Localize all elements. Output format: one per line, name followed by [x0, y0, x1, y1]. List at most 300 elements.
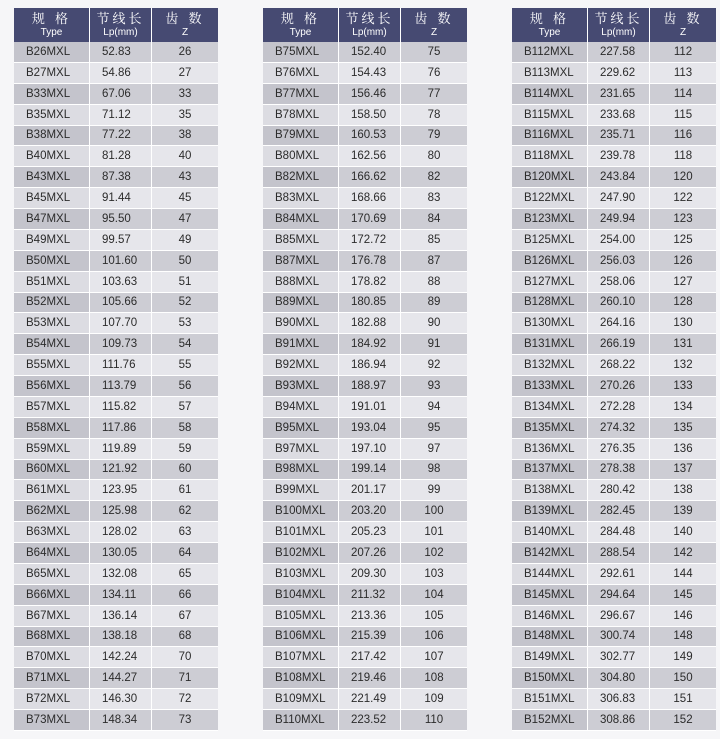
table-row	[512, 63, 716, 84]
z-cell: 70	[178, 651, 192, 664]
table-row	[263, 42, 467, 63]
z-cell: 62	[178, 505, 192, 518]
lp-cell: 294.64	[588, 585, 650, 605]
type-cell: B64MXL	[14, 543, 90, 563]
type-cell: B114MXL	[512, 84, 588, 104]
type-cell: B115MXL	[512, 105, 588, 125]
z-cell: 80	[427, 150, 441, 163]
type-cell: B109MXL	[263, 689, 339, 709]
type-cell: B127MXL	[512, 272, 588, 292]
header-lp: 节线长 Lp(mm)	[339, 8, 401, 42]
z-cell: 51	[178, 275, 192, 288]
type-cell: B135MXL	[512, 418, 588, 438]
lp-cell: 52.83	[90, 42, 152, 62]
header-z: 齿 数 Z	[165, 11, 205, 38]
z-cell: 140	[673, 526, 693, 539]
type-cell: B91MXL	[263, 334, 339, 354]
lp-cell: 288.54	[588, 543, 650, 563]
type-cell: B43MXL	[14, 167, 90, 187]
type-cell: B40MXL	[14, 146, 90, 166]
table-row	[512, 334, 716, 355]
type-cell: B107MXL	[263, 647, 339, 667]
type-cell: B116MXL	[512, 126, 588, 146]
table-row	[512, 647, 716, 668]
table-row	[512, 126, 716, 147]
lp-cell: 117.86	[90, 418, 152, 438]
table-row	[14, 334, 218, 355]
z-cell: 63	[178, 526, 192, 539]
type-cell: B67MXL	[14, 606, 90, 626]
table-row	[14, 209, 218, 230]
z-cell: 65	[178, 567, 192, 580]
lp-cell: 243.84	[588, 167, 650, 187]
lp-cell: 109.73	[90, 334, 152, 354]
type-cell: B58MXL	[14, 418, 90, 438]
lp-cell: 77.22	[90, 126, 152, 146]
z-cell: 57	[178, 400, 192, 413]
z-cell: 79	[427, 129, 441, 142]
table-row	[263, 480, 467, 501]
z-cell: 110	[424, 713, 444, 726]
z-cell: 138	[673, 484, 693, 497]
table-row	[263, 710, 467, 731]
table-row	[14, 522, 218, 543]
z-cell: 151	[673, 693, 693, 706]
z-cell: 88	[427, 275, 441, 288]
table-row	[512, 293, 716, 314]
type-cell: B61MXL	[14, 480, 90, 500]
header-lp: 节线长 Lp(mm)	[90, 8, 152, 42]
type-cell: B52MXL	[14, 293, 90, 313]
z-cell: 145	[673, 588, 693, 601]
z-cell: 115	[673, 108, 693, 121]
type-cell: B38MXL	[14, 126, 90, 146]
z-cell: 152	[673, 713, 693, 726]
lp-cell: 266.19	[588, 334, 650, 354]
type-cell: B151MXL	[512, 689, 588, 709]
table-row	[14, 397, 218, 418]
type-cell: B150MXL	[512, 668, 588, 688]
z-cell: 98	[427, 463, 441, 476]
table-row	[512, 251, 716, 272]
lp-cell: 304.80	[588, 668, 650, 688]
type-cell: B103MXL	[263, 564, 339, 584]
lp-cell: 186.94	[339, 355, 401, 375]
type-cell: B138MXL	[512, 480, 588, 500]
z-cell: 72	[178, 693, 192, 706]
spec-table-3	[512, 8, 716, 731]
type-cell: B139MXL	[512, 501, 588, 521]
table-row	[512, 480, 716, 501]
z-cell: 122	[673, 192, 693, 205]
lp-cell: 130.05	[90, 543, 152, 563]
lp-cell: 154.43	[339, 63, 401, 83]
table-row	[512, 689, 716, 710]
type-cell: B83MXL	[263, 188, 339, 208]
z-cell: 85	[427, 233, 441, 246]
table-row	[263, 105, 467, 126]
lp-cell: 229.62	[588, 63, 650, 83]
type-cell: B66MXL	[14, 585, 90, 605]
lp-cell: 180.85	[339, 293, 401, 313]
table-body	[263, 42, 467, 731]
z-cell: 137	[673, 463, 693, 476]
z-cell: 123	[673, 212, 693, 225]
z-cell: 108	[424, 672, 444, 685]
type-cell: B136MXL	[512, 439, 588, 459]
table-row	[263, 376, 467, 397]
z-cell: 107	[424, 651, 444, 664]
type-cell: B105MXL	[263, 606, 339, 626]
type-cell: B89MXL	[263, 293, 339, 313]
lp-cell: 205.23	[339, 522, 401, 542]
type-cell: B85MXL	[263, 230, 339, 250]
lp-cell: 278.38	[588, 460, 650, 480]
z-cell: 91	[427, 338, 441, 351]
z-cell: 78	[427, 108, 441, 121]
table-row	[263, 167, 467, 188]
lp-cell: 193.04	[339, 418, 401, 438]
lp-cell: 217.42	[339, 647, 401, 667]
lp-cell: 231.65	[588, 84, 650, 104]
z-cell: 40	[178, 150, 192, 163]
z-cell: 105	[424, 609, 444, 622]
lp-cell: 144.27	[90, 668, 152, 688]
table-row	[512, 627, 716, 648]
lp-cell: 213.36	[339, 606, 401, 626]
type-cell: B144MXL	[512, 564, 588, 584]
type-cell: B97MXL	[263, 439, 339, 459]
table-row	[14, 126, 218, 147]
header-type: 规 格 Type	[512, 8, 588, 42]
type-cell: B82MXL	[263, 167, 339, 187]
z-cell: 142	[673, 546, 693, 559]
type-cell: B120MXL	[512, 167, 588, 187]
z-cell: 56	[178, 379, 192, 392]
lp-cell: 71.12	[90, 105, 152, 125]
type-cell: B140MXL	[512, 522, 588, 542]
table-row	[14, 627, 218, 648]
type-cell: B132MXL	[512, 355, 588, 375]
z-cell: 84	[427, 212, 441, 225]
lp-cell: 123.95	[90, 480, 152, 500]
table-row	[14, 668, 218, 689]
table-row	[512, 42, 716, 63]
z-cell: 59	[178, 442, 192, 455]
table-row	[14, 418, 218, 439]
table-row	[263, 251, 467, 272]
type-cell: B72MXL	[14, 689, 90, 709]
type-cell: B98MXL	[263, 460, 339, 480]
table-row	[512, 564, 716, 585]
type-cell: B131MXL	[512, 334, 588, 354]
type-cell: B146MXL	[512, 606, 588, 626]
type-cell: B27MXL	[14, 63, 90, 83]
type-cell: B55MXL	[14, 355, 90, 375]
lp-cell: 111.76	[90, 355, 152, 375]
z-cell: 103	[424, 567, 444, 580]
spec-table-1	[14, 8, 218, 731]
z-cell: 43	[178, 171, 192, 184]
type-cell: B101MXL	[263, 522, 339, 542]
table-row	[14, 355, 218, 376]
z-cell: 112	[673, 45, 693, 58]
z-cell: 73	[178, 713, 192, 726]
z-cell: 135	[673, 421, 693, 434]
table-row	[14, 606, 218, 627]
type-cell: B57MXL	[14, 397, 90, 417]
header-z: 齿 数 Z	[414, 11, 454, 38]
table-row	[14, 689, 218, 710]
type-cell: B59MXL	[14, 439, 90, 459]
table-row	[263, 418, 467, 439]
z-cell: 58	[178, 421, 192, 434]
lp-cell: 221.49	[339, 689, 401, 709]
lp-cell: 184.92	[339, 334, 401, 354]
lp-cell: 105.66	[90, 293, 152, 313]
table-row	[263, 668, 467, 689]
type-cell: B122MXL	[512, 188, 588, 208]
table-row	[14, 63, 218, 84]
type-cell: B79MXL	[263, 126, 339, 146]
table-row	[14, 585, 218, 606]
table-row	[263, 334, 467, 355]
type-cell: B125MXL	[512, 230, 588, 250]
header-type: 规 格 Type	[14, 8, 90, 42]
lp-cell: 308.86	[588, 710, 650, 730]
lp-cell: 284.48	[588, 522, 650, 542]
lp-cell: 99.57	[90, 230, 152, 250]
lp-cell: 188.97	[339, 376, 401, 396]
table-row	[512, 460, 716, 481]
table-row	[263, 397, 467, 418]
spec-table-2	[263, 8, 467, 731]
z-cell: 134	[673, 400, 693, 413]
z-cell: 144	[673, 567, 693, 580]
type-cell: B26MXL	[14, 42, 90, 62]
table-row	[512, 543, 716, 564]
lp-cell: 300.74	[588, 627, 650, 647]
table-row	[263, 146, 467, 167]
table-row	[263, 522, 467, 543]
z-cell: 90	[427, 317, 441, 330]
table-row	[14, 501, 218, 522]
z-cell: 94	[427, 400, 441, 413]
z-cell: 132	[673, 359, 693, 372]
type-cell: B84MXL	[263, 209, 339, 229]
table-row	[512, 585, 716, 606]
z-cell: 97	[427, 442, 441, 455]
table-row	[14, 313, 218, 334]
lp-cell: 219.46	[339, 668, 401, 688]
z-cell: 114	[673, 87, 693, 100]
lp-cell: 134.11	[90, 585, 152, 605]
lp-cell: 264.16	[588, 313, 650, 333]
type-cell: B130MXL	[512, 313, 588, 333]
table-row	[263, 564, 467, 585]
type-cell: B49MXL	[14, 230, 90, 250]
table-row	[263, 230, 467, 251]
z-cell: 139	[673, 505, 693, 518]
lp-cell: 121.92	[90, 460, 152, 480]
z-cell: 52	[178, 296, 192, 309]
type-cell: B73MXL	[14, 710, 90, 730]
table-row	[512, 397, 716, 418]
z-cell: 150	[673, 672, 693, 685]
lp-cell: 280.42	[588, 480, 650, 500]
table-header	[263, 8, 467, 42]
lp-cell: 158.50	[339, 105, 401, 125]
type-cell: B90MXL	[263, 313, 339, 333]
table-row	[263, 188, 467, 209]
type-cell: B137MXL	[512, 460, 588, 480]
table-row	[14, 251, 218, 272]
z-cell: 50	[178, 254, 192, 267]
z-cell: 35	[178, 108, 192, 121]
z-cell: 102	[424, 546, 444, 559]
table-header	[14, 8, 218, 42]
lp-cell: 233.68	[588, 105, 650, 125]
lp-cell: 125.98	[90, 501, 152, 521]
lp-cell: 103.63	[90, 272, 152, 292]
type-cell: B80MXL	[263, 146, 339, 166]
z-cell: 131	[673, 338, 693, 351]
lp-cell: 197.10	[339, 439, 401, 459]
table-row	[512, 272, 716, 293]
z-cell: 89	[427, 296, 441, 309]
lp-cell: 67.06	[90, 84, 152, 104]
z-cell: 61	[178, 484, 192, 497]
lp-cell: 156.46	[339, 84, 401, 104]
lp-cell: 274.32	[588, 418, 650, 438]
table-row	[14, 564, 218, 585]
lp-cell: 207.26	[339, 543, 401, 563]
table-row	[263, 272, 467, 293]
lp-cell: 215.39	[339, 627, 401, 647]
table-row	[263, 293, 467, 314]
table-row	[14, 439, 218, 460]
lp-cell: 113.79	[90, 376, 152, 396]
lp-cell: 211.32	[339, 585, 401, 605]
type-cell: B104MXL	[263, 585, 339, 605]
table-row	[14, 460, 218, 481]
lp-cell: 132.08	[90, 564, 152, 584]
z-cell: 126	[673, 254, 693, 267]
lp-cell: 302.77	[588, 647, 650, 667]
table-row	[263, 355, 467, 376]
z-cell: 47	[178, 212, 192, 225]
type-cell: B60MXL	[14, 460, 90, 480]
z-cell: 53	[178, 317, 192, 330]
lp-cell: 276.35	[588, 439, 650, 459]
type-cell: B35MXL	[14, 105, 90, 125]
z-cell: 113	[673, 66, 693, 79]
type-cell: B68MXL	[14, 627, 90, 647]
header-type: 规 格 Type	[263, 8, 339, 42]
table-row	[512, 501, 716, 522]
z-cell: 67	[178, 609, 192, 622]
type-cell: B118MXL	[512, 146, 588, 166]
type-cell: B56MXL	[14, 376, 90, 396]
table-row	[263, 606, 467, 627]
header-lp: 节线长 Lp(mm)	[588, 8, 650, 42]
table-row	[263, 689, 467, 710]
table-row	[512, 209, 716, 230]
lp-cell: 292.61	[588, 564, 650, 584]
type-cell: B142MXL	[512, 543, 588, 563]
type-cell: B110MXL	[263, 710, 339, 730]
type-cell: B54MXL	[14, 334, 90, 354]
lp-cell: 115.82	[90, 397, 152, 417]
table-row	[263, 439, 467, 460]
table-row	[512, 418, 716, 439]
table-row	[14, 293, 218, 314]
type-cell: B50MXL	[14, 251, 90, 271]
table-row	[263, 460, 467, 481]
z-cell: 75	[427, 45, 441, 58]
z-cell: 109	[424, 693, 444, 706]
z-cell: 127	[673, 275, 693, 288]
z-cell: 92	[427, 359, 441, 372]
lp-cell: 258.06	[588, 272, 650, 292]
z-cell: 26	[178, 45, 192, 58]
table-row	[263, 543, 467, 564]
z-cell: 149	[673, 651, 693, 664]
lp-cell: 176.78	[339, 251, 401, 271]
type-cell: B100MXL	[263, 501, 339, 521]
type-cell: B108MXL	[263, 668, 339, 688]
lp-cell: 170.69	[339, 209, 401, 229]
lp-cell: 160.53	[339, 126, 401, 146]
table-row	[512, 105, 716, 126]
type-cell: B149MXL	[512, 647, 588, 667]
table-body	[14, 42, 218, 731]
z-cell: 82	[427, 171, 441, 184]
type-cell: B145MXL	[512, 585, 588, 605]
z-cell: 146	[673, 609, 693, 622]
table-body	[512, 42, 716, 731]
table-row	[512, 146, 716, 167]
z-cell: 104	[424, 588, 444, 601]
z-cell: 66	[178, 588, 192, 601]
lp-cell: 209.30	[339, 564, 401, 584]
lp-cell: 272.28	[588, 397, 650, 417]
lp-cell: 203.20	[339, 501, 401, 521]
table-row	[14, 84, 218, 105]
lp-cell: 168.66	[339, 188, 401, 208]
type-cell: B148MXL	[512, 627, 588, 647]
type-cell: B99MXL	[263, 480, 339, 500]
z-cell: 106	[424, 630, 444, 643]
type-cell: B92MXL	[263, 355, 339, 375]
type-cell: B113MXL	[512, 63, 588, 83]
z-cell: 95	[427, 421, 441, 434]
lp-cell: 119.89	[90, 439, 152, 459]
table-row	[263, 313, 467, 334]
type-cell: B78MXL	[263, 105, 339, 125]
type-cell: B152MXL	[512, 710, 588, 730]
type-cell: B123MXL	[512, 209, 588, 229]
type-cell: B62MXL	[14, 501, 90, 521]
type-cell: B75MXL	[263, 42, 339, 62]
lp-cell: 87.38	[90, 167, 152, 187]
table-row	[14, 376, 218, 397]
lp-cell: 101.60	[90, 251, 152, 271]
z-cell: 133	[673, 379, 693, 392]
table-row	[14, 272, 218, 293]
z-cell: 118	[673, 150, 693, 163]
lp-cell: 199.14	[339, 460, 401, 480]
